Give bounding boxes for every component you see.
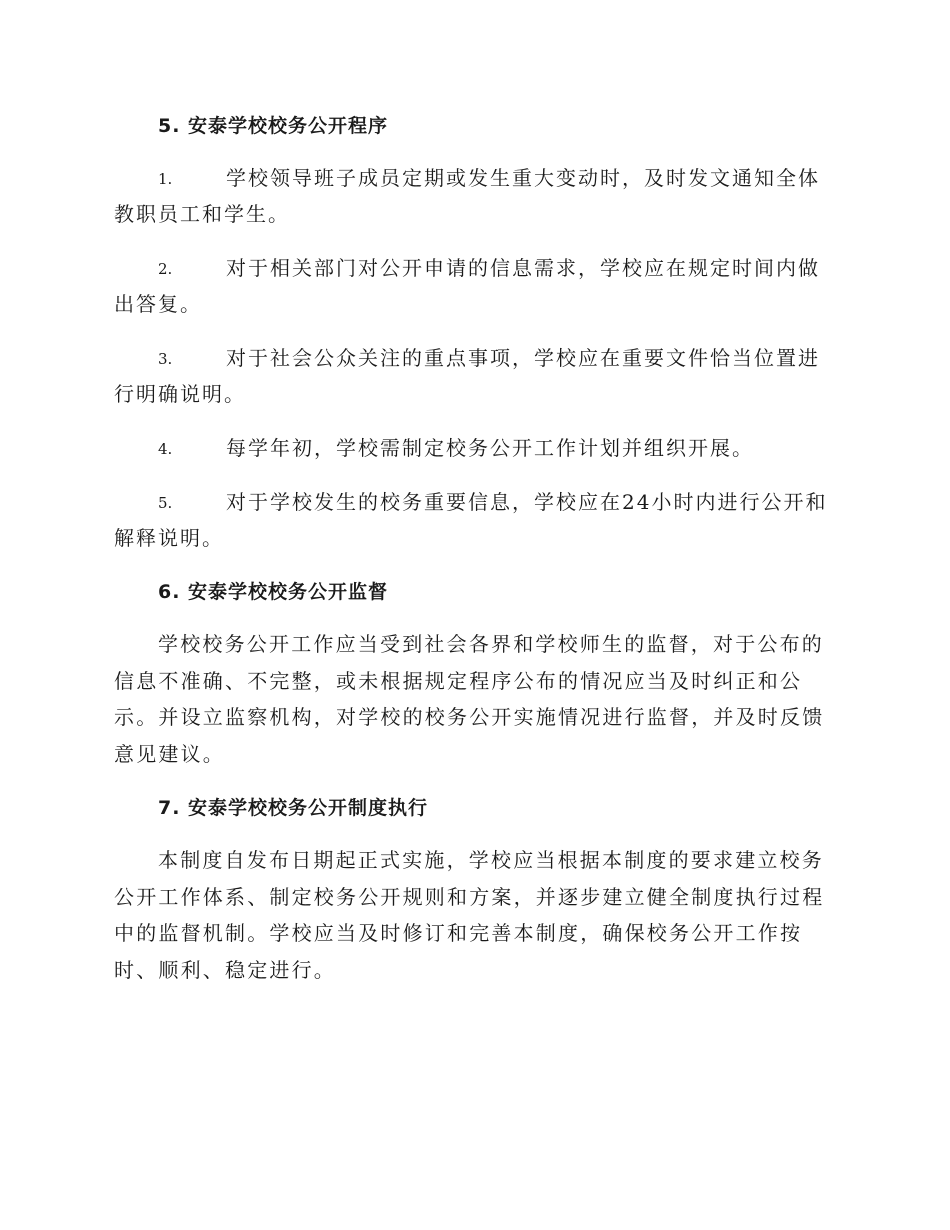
section-6-paragraph: 学校校务公开工作应当受到社会各界和学校师生的监督，对于公布的信息不准确、不完整，或未根据规定程序公布的情况应当及时纠正和公示。并设立监察机构，对学校的校务公开实施情况进行监督，并及时反馈意见建议。 [114,632,825,766]
list-item-text: 学校领导班子成员定期或发生重大变动时，及时发文通知全体教职员工和学生。 [114,166,820,226]
section-7-heading: 7. 安泰学校校务公开制度执行 [158,797,429,819]
section-5-heading: 5. 安泰学校校务公开程序 [158,115,389,137]
list-item-text: 对于学校发生的校务重要信息，学校应在24小时内进行公开和解释说明。 [114,490,828,550]
document-body [114,108,836,1006]
list-item [114,160,836,232]
list-item [114,250,836,322]
list-item [114,430,836,466]
section-5-list [114,160,836,556]
section-6-heading: 6. 安泰学校校务公开监督 [158,581,389,603]
section-7-paragraph: 本制度自发布日期起正式实施，学校应当根据本制度的要求建立校务公开工作体系、制定校务公开规则和方案，并逐步建立健全制度执行过程中的监督机制。学校应当及时修订和完善本制度，确保校务公开工作按时、顺利、稳定进行。 [114,848,825,982]
list-item-number: 4. [158,440,173,458]
list-item-number: 2. [158,260,173,278]
list-item-text: 对于相关部门对公开申请的信息需求，学校应在规定时间内做出答复。 [114,256,820,316]
list-item-number: 1. [158,170,173,188]
list-item-number: 5. [158,494,173,512]
list-item [114,340,836,412]
list-item-number: 3. [158,350,173,368]
list-item-text: 每学年初，学校需制定校务公开工作计划并组织开展。 [226,436,754,460]
list-item-text: 对于社会公众关注的重点事项，学校应在重要文件恰当位置进行明确说明。 [114,346,820,406]
list-item [114,484,836,556]
